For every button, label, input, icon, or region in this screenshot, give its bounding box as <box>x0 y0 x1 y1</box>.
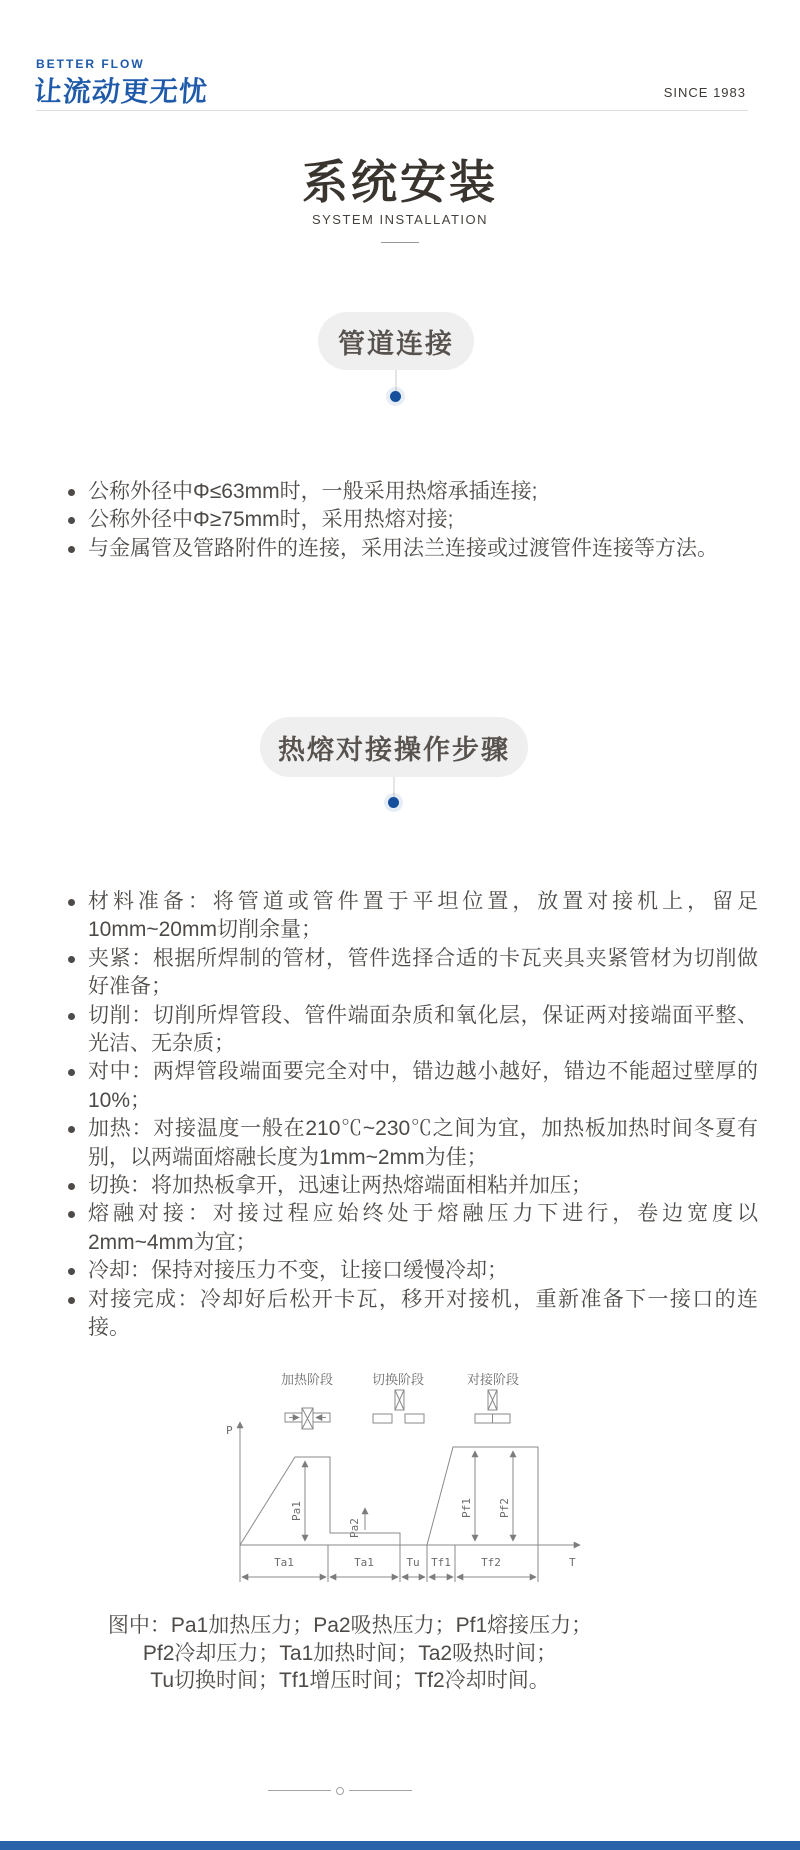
badge-connector-line <box>393 777 395 797</box>
list-item <box>66 1002 758 1059</box>
list-item-text: 切换：将加热板拿开，迅速让两热熔端面相粘并加压； <box>88 1174 592 1198</box>
list-item <box>66 1172 758 1200</box>
pf1-label: Pf1 <box>460 1498 473 1518</box>
bullet-icon <box>68 899 75 906</box>
tu-label: Tu <box>406 1556 420 1569</box>
caption-line: Pf2冷却压力；Ta1加热时间；Ta2吸热时间； <box>142 1641 558 1665</box>
ta1-label: Ta1 <box>274 1556 294 1569</box>
diagram-svg <box>150 1358 650 1602</box>
list-item-text: 公称外径中Φ≥75mm时，采用热熔对接; <box>88 508 454 532</box>
footer-divider <box>268 1786 412 1795</box>
pf2-label: Pf2 <box>498 1498 511 1518</box>
badge-connector-line <box>395 370 397 392</box>
caption-line: Tu切换时间；Tf1增压时间；Tf2冷却时间。 <box>150 1669 550 1692</box>
stage-label-switching: 切换阶段 <box>371 1372 425 1387</box>
diagram-caption <box>40 1612 660 1695</box>
list-item <box>66 1058 758 1115</box>
bullet-icon <box>68 1211 75 1218</box>
bullet-icon <box>68 956 75 963</box>
pressure-curve-jointing <box>427 1447 538 1545</box>
t-axis-label: T <box>569 1556 576 1569</box>
bullet-icon <box>68 1297 75 1304</box>
bullet-icon <box>68 546 75 553</box>
section-badge-pipe-connection <box>318 312 474 370</box>
ta2-label: Ta1 <box>354 1556 374 1569</box>
bullet-icon <box>68 1069 75 1076</box>
stage-label-jointing: 对接阶段 <box>466 1372 520 1387</box>
pa1-label: Pa1 <box>290 1501 303 1521</box>
switching-right-pipe <box>405 1414 424 1423</box>
footer-divider-line <box>349 1790 412 1791</box>
tf1-label: Tf1 <box>431 1556 451 1569</box>
list-item <box>66 945 758 1002</box>
switching-left-pipe <box>373 1414 392 1423</box>
section-badge-label: 热熔对接操作步骤 <box>278 734 510 765</box>
list-item-text: 对中：两焊管段端面要完全对中，错边越小越好，错边不能超过壁厚的10%； <box>88 1060 758 1112</box>
list-item <box>66 1286 758 1343</box>
section-badge-butt-fusion-steps <box>260 717 528 777</box>
list-item-text: 切削：切削所焊管段、管件端面杂质和氧化层，保证两对接端面平整、光洁、无杂质； <box>88 1003 758 1056</box>
list-item-text: 熔融对接：对接过程应始终处于熔融压力下进行，卷边宽度以2mm~4mm为宜； <box>88 1202 758 1254</box>
list-item <box>66 1200 758 1257</box>
badge-connector-dot <box>390 391 401 402</box>
section-badge-label: 管道连接 <box>338 328 454 359</box>
list-item-text: 冷却：保持对接压力不变，让接口缓慢冷却； <box>88 1259 508 1283</box>
caption-line: 图中：Pa1加热压力；Pa2吸热压力；Pf1熔接压力； <box>107 1614 593 1637</box>
list-item <box>66 1257 758 1285</box>
heating-plate-hatch <box>302 1408 313 1429</box>
p-axis-label: P <box>226 1424 233 1437</box>
pipe-connection-list <box>66 478 758 563</box>
pressure-time-diagram <box>150 1358 650 1602</box>
page-title: 系统安装 <box>302 156 498 208</box>
list-item-text: 加热：对接温度一般在210℃~230℃之间为宜，加热板加热时间冬夏有别，以两端面熔融长度为1mm~2mm为佳； <box>88 1117 758 1169</box>
list-item <box>66 506 758 534</box>
footer-circle-icon <box>336 1787 344 1795</box>
tf2-label: Tf2 <box>481 1556 501 1569</box>
bullet-icon <box>68 1268 75 1275</box>
bullet-icon <box>68 1126 75 1133</box>
header-divider <box>36 110 748 111</box>
bullet-icon <box>68 1013 75 1020</box>
list-item <box>66 888 758 945</box>
list-item <box>66 535 758 563</box>
list-item-text: 材料准备：将管道或管件置于平坦位置，放置对接机上，留足10mm~20mm切削余量； <box>88 890 758 942</box>
page-subtitle: SYSTEM INSTALLATION <box>311 212 489 227</box>
list-item-text: 与金属管及管路附件的连接，采用法兰连接或过渡管件连接等方法。 <box>88 536 718 560</box>
switching-plate-hatch <box>395 1390 404 1410</box>
list-item <box>66 478 758 506</box>
since-label: SINCE 1983 <box>663 85 746 100</box>
jointing-plate-hatch <box>488 1390 497 1410</box>
butt-fusion-steps-list <box>66 888 758 1343</box>
pressure-curve-heating <box>240 1457 400 1545</box>
list-item <box>66 1115 758 1172</box>
brand-tagline: BETTER FLOW <box>36 57 145 71</box>
title-divider-line <box>381 242 419 243</box>
footer-divider-line <box>268 1790 331 1791</box>
bullet-icon <box>68 1183 75 1190</box>
list-item-text: 对接完成：冷却好后松开卡瓦，移开对接机，重新准备下一接口的连接。 <box>88 1287 758 1340</box>
bottom-accent-bar <box>0 1841 800 1850</box>
list-item-text: 夹紧：根据所焊制的管材，管件选择合适的卡瓦夹具夹紧管材为切削做好准备； <box>88 946 758 999</box>
pa2-label: Pa2 <box>348 1518 361 1538</box>
stage-label-heating: 加热阶段 <box>280 1372 334 1387</box>
bullet-icon <box>68 517 75 524</box>
badge-connector-dot <box>388 797 399 808</box>
list-item-text: 公称外径中Φ≤63mm时，一般采用热熔承插连接; <box>88 480 538 503</box>
bullet-icon <box>68 489 75 496</box>
brand-logo: 让流动更无忧 <box>32 76 209 107</box>
